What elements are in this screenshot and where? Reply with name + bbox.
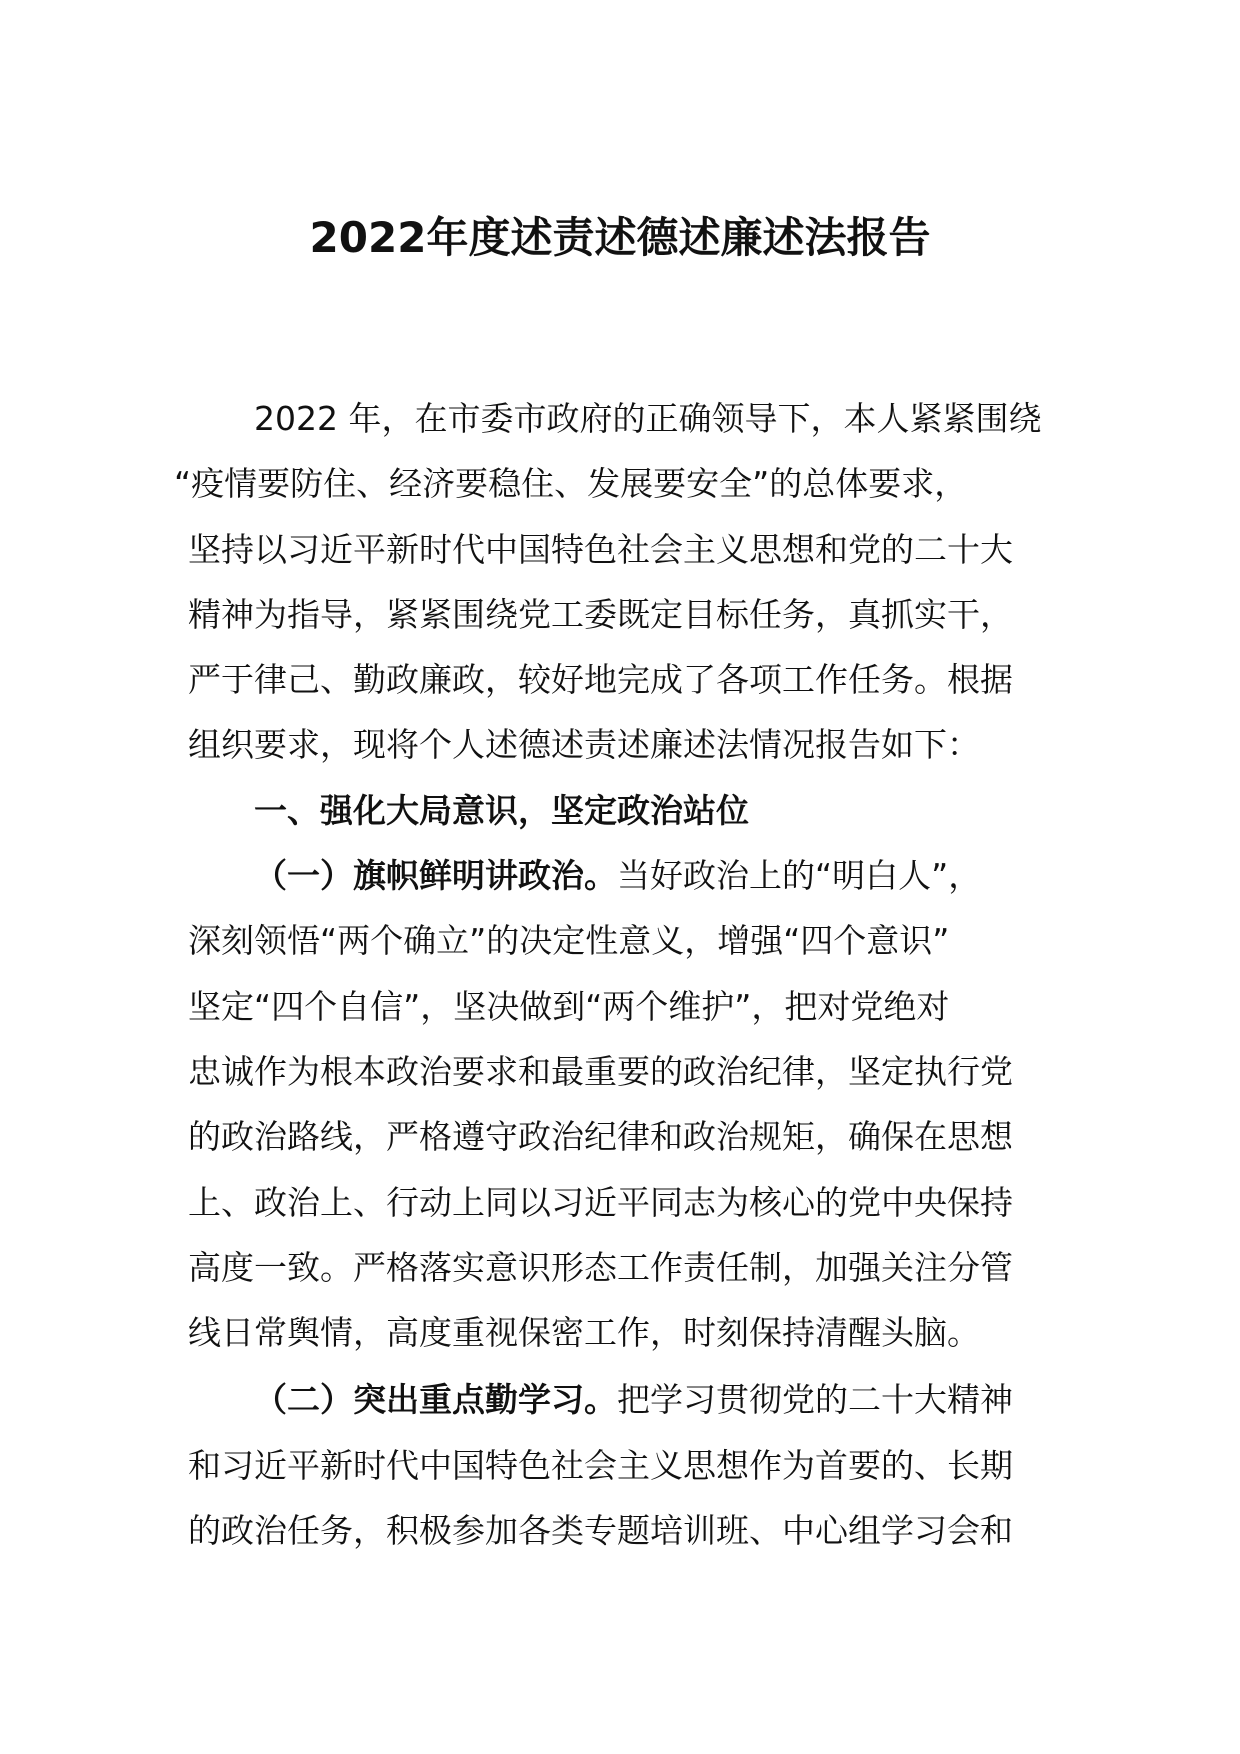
document-body — [174, 386, 1058, 1563]
intro-paragraph — [174, 386, 1058, 778]
intro-line: 组织要求，现将个人述德述责述廉述法情况报告如下： — [188, 725, 980, 765]
item-line: 的政治任务，积极参加各类专题培训班、中心组学习会和 — [188, 1511, 1013, 1551]
section-item-1 — [188, 843, 1058, 1365]
section-heading: 一、强化大局意识，坚定政治站位 — [254, 790, 749, 830]
intro-line: 精神为指导，紧紧围绕党工委既定目标任务，真抓实干， — [188, 594, 1013, 634]
intro-line: 坚持以习近平新时代中国特色社会主义思想和党的二十大 — [188, 529, 1013, 569]
document-title: 2022年度述责述德述廉述法报告 — [309, 213, 931, 262]
item-line: 上、政治上、行动上同以习近平同志为核心的党中央保持 — [188, 1182, 1013, 1222]
item-line: 坚定“四个自信”，坚决做到“两个维护”，把对党绝对 — [188, 986, 950, 1026]
intro-line: 2022 年，在市委市政府的正确领导下，本人紧紧围绕 — [254, 399, 1042, 438]
item-first-line — [188, 843, 1058, 908]
item-line: 忠诚作为根本政治要求和最重要的政治纪律，坚定执行党 — [188, 1051, 1013, 1091]
item-line: 和习近平新时代中国特色社会主义思想作为首要的、长期 — [188, 1445, 1013, 1485]
item-line: 高度一致。严格落实意识形态工作责任制，加强关注分管 — [188, 1247, 1013, 1287]
section-item-2 — [188, 1367, 1058, 1563]
item-label: （二）突出重点勤学习。 — [254, 1380, 617, 1420]
item-label: （一）旗帜鲜明讲政治。 — [254, 856, 617, 896]
item-text: 把学习贯彻党的二十大精神 — [617, 1380, 1013, 1420]
item-line: 的政治路线，严格遵守政治纪律和政治规矩，确保在思想 — [188, 1117, 1013, 1157]
intro-line: “疫情要防住、经济要稳住、发展要安全”的总体要求， — [174, 464, 968, 504]
item-first-line — [188, 1367, 1058, 1432]
intro-line: 严于律己、勤政廉政，较好地完成了各项工作任务。根据 — [188, 660, 1013, 700]
item-line: 线日常舆情，高度重视保密工作，时刻保持清醒头脑。 — [188, 1313, 980, 1353]
item-text: 当好政治上的“明白人”， — [617, 856, 982, 896]
item-line: 深刻领悟“两个确立”的决定性意义，增强“四个意识” — [188, 921, 950, 961]
